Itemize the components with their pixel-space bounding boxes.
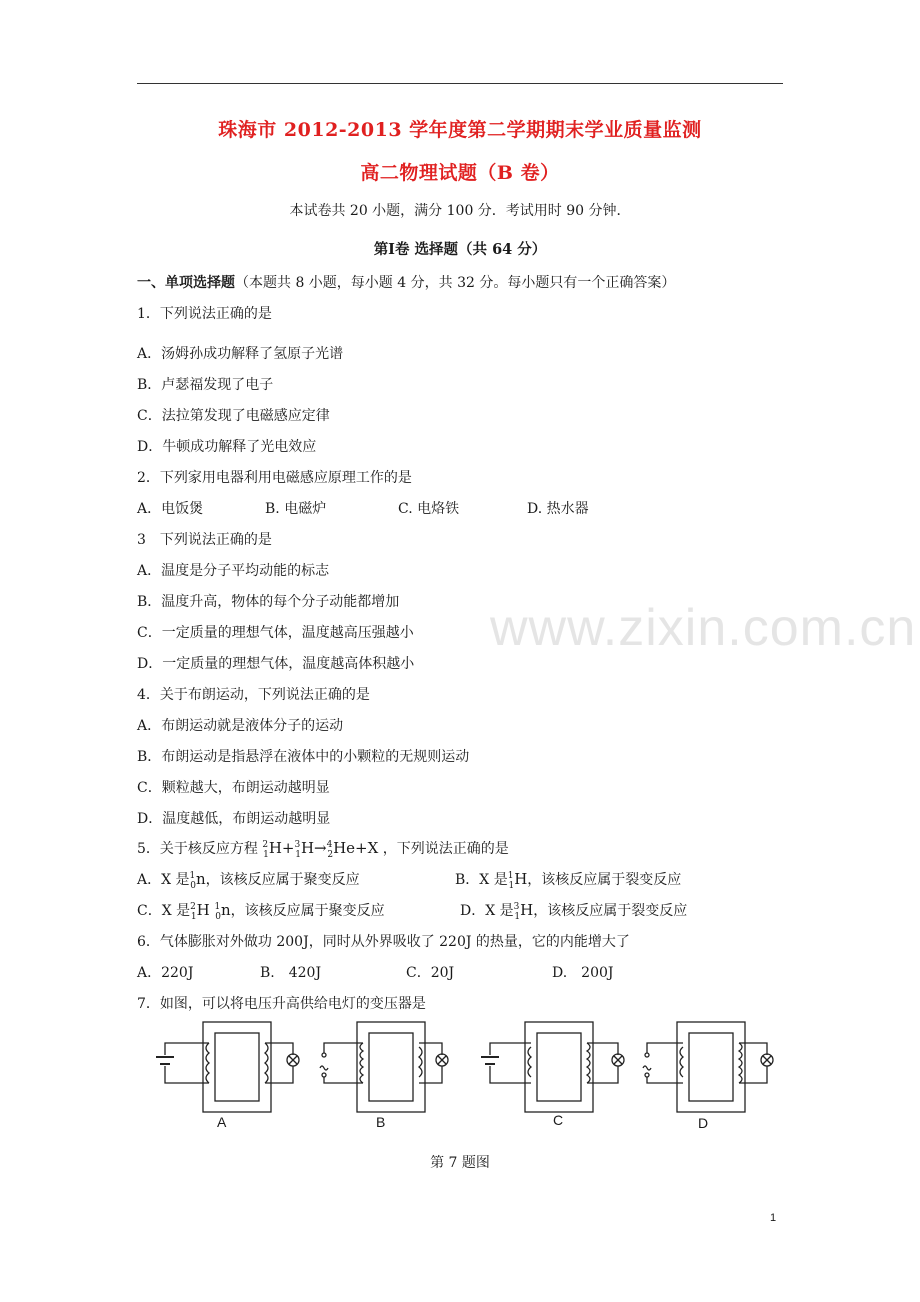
q5-option-a-suffix: ，该核反应属于聚变反应 — [205, 872, 360, 888]
q1-option-a: A．汤姆孙成功解释了氢原子光谱 — [137, 346, 344, 362]
q5-option-b-prefix: B．X 是 — [455, 872, 508, 888]
q2-option-b: B. 电磁炉 — [265, 501, 327, 517]
page-number: 1 — [770, 1212, 777, 1224]
deuterium-neutron-symbol: $^2_1$H $^1_0$n — [190, 901, 231, 922]
circuit-b — [320, 1022, 448, 1112]
circuit-label-b: B — [376, 1114, 386, 1130]
q5-option-c-prefix: C．X 是 — [137, 903, 191, 919]
header-rule — [137, 83, 783, 84]
q3-option-b: B．温度升高，物体的每个分子动能都增加 — [137, 594, 400, 610]
watermark: www.zixin.com.cn — [490, 599, 917, 657]
transformer-figure — [145, 1015, 785, 1130]
q5-option-c-suffix: ，该核反应属于聚变反应 — [230, 903, 385, 919]
part-heading — [137, 272, 675, 292]
nuclear-equation: $^2_1$H+$^3_1$H→$^4_2$He+X — [262, 839, 379, 860]
part-description: （本题共 8 小题，每小题 4 分，共 32 分。每小题只有一个正确答案） — [235, 275, 676, 291]
q5-option-d-prefix: D．X 是 — [460, 903, 514, 919]
q6-option-d: D. 200J — [552, 965, 614, 981]
q5-option-a — [137, 869, 360, 889]
q4-option-c: C．颗粒越大，布朗运动越明显 — [137, 780, 330, 796]
q2-option-d: D. 热水器 — [527, 501, 589, 517]
q1-stem: 1．下列说法正确的是 — [137, 306, 272, 322]
q1-option-d: D．牛顿成功解释了光电效应 — [137, 439, 317, 455]
exam-title: 珠海市 2012-2013 学年度第二学期期末学业质量监测 — [218, 119, 702, 141]
q2-option-c: C. 电烙铁 — [398, 501, 460, 517]
exam-subtitle: 高二物理试题（B 卷） — [360, 162, 560, 184]
figure-caption: 第 7 题图 — [430, 1155, 490, 1171]
q1-option-c: C．法拉第发现了电磁感应定律 — [137, 408, 330, 424]
neutron-symbol: $^1_0$n — [189, 870, 206, 891]
q7-stem: 7．如图，可以将电压升高供给电灯的变压器是 — [137, 996, 426, 1012]
circuit-d — [643, 1022, 773, 1112]
q4-option-a: A．布朗运动就是液体分子的运动 — [137, 718, 344, 734]
tritium-symbol: $^3_1$H — [513, 901, 534, 922]
part-label: 一、单项选择题 — [137, 275, 235, 291]
q6-option-b: B. 420J — [260, 965, 322, 981]
circuit-label-d: D — [698, 1115, 709, 1131]
q1-option-b: B．卢瑟福发现了电子 — [137, 377, 274, 393]
q4-option-d: D．温度越低，布朗运动越明显 — [137, 811, 331, 827]
q5-stem — [137, 838, 509, 858]
circuit-label-a: A — [217, 1114, 227, 1130]
circuit-a — [156, 1022, 299, 1112]
q6-option-c: C．20J — [406, 965, 455, 981]
circuit-c — [481, 1022, 624, 1112]
q3-option-a: A．温度是分子平均动能的标志 — [137, 563, 330, 579]
q5-option-d-suffix: ，该核反应属于裂变反应 — [533, 903, 688, 919]
q5-option-a-prefix: A．X 是 — [137, 872, 190, 888]
q5-option-b-suffix: ，该核反应属于裂变反应 — [527, 872, 682, 888]
q5-option-b — [455, 869, 681, 889]
q5-stem-suffix: ，下列说法正确的是 — [382, 841, 509, 857]
q5-option-d — [460, 900, 687, 920]
q3-option-c: C．一定质量的理想气体，温度越高压强越小 — [137, 625, 414, 641]
q4-stem: 4．关于布朗运动，下列说法正确的是 — [137, 687, 370, 703]
q5-stem-prefix: 5．关于核反应方程 — [137, 841, 258, 857]
q3-stem: 3 下列说法正确的是 — [137, 532, 272, 548]
q6-option-a: A．220J — [137, 965, 194, 981]
q3-option-d: D．一定质量的理想气体，温度越高体积越小 — [137, 656, 415, 672]
q6-stem: 6．气体膨胀对外做功 200J，同时从外界吸收了 220J 的热量，它的内能增大了 — [137, 934, 630, 950]
q4-option-b: B．布朗运动是指悬浮在液体中的小颗粒的无规则运动 — [137, 749, 470, 765]
exam-intro: 本试卷共 20 小题，满分 100 分．考试用时 90 分钟． — [289, 203, 631, 219]
circuit-label-c: C — [553, 1112, 564, 1128]
section-title: 第Ⅰ卷 选择题（共 64 分） — [373, 241, 547, 258]
q2-option-a: A．电饭煲 — [137, 501, 204, 517]
q5-option-c — [137, 900, 385, 920]
q2-stem: 2．下列家用电器利用电磁感应原理工作的是 — [137, 470, 412, 486]
hydrogen-1-symbol: $^1_1$H — [507, 870, 528, 891]
